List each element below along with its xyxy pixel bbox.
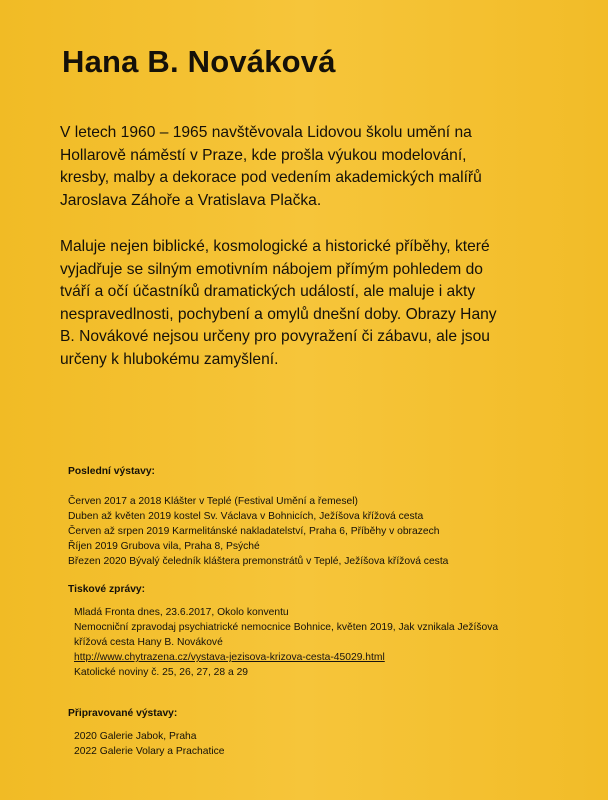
text-line: určeny k hlubokému zamyšlení. (60, 350, 279, 368)
text-line: kresby, malby a dekorace pod vedením akademických malířů (60, 169, 482, 186)
biography-paragraph (60, 122, 598, 212)
list-item: Červen 2017 a 2018 Klášter v Teplé (Festival Umění a řemesel) (68, 496, 358, 507)
press-heading: Tiskové zprávy: (68, 584, 146, 595)
text-line: vyjadřuje se silným emotivním nábojem přímým pohledem do (60, 260, 483, 278)
list-item: Březen 2020 Bývalý čeledník kláštera premonstrátů v Teplé, Ježíšova křížová cesta (68, 556, 449, 567)
list-item: 2020 Galerie Jabok, Praha (74, 731, 197, 742)
press-section (68, 582, 598, 680)
text-line: V letech 1960 – 1965 navštěvovala Lidovou školu umění na (60, 124, 472, 141)
text-line: nespravedlnosti, pochybení a omylů dnešní doby. Obrazy Hany (60, 305, 497, 323)
page-title: Hana B. Nováková (62, 44, 336, 79)
planned-exhibitions-heading: Připravované výstavy: (68, 708, 178, 719)
description-paragraph (60, 236, 598, 371)
list-item: Nemocniční zpravodaj psychiatrické nemocnice Bohnice, květen 2019, Jak vznikala Ježíšova (74, 622, 499, 633)
list-item: křížová cesta Hany B. Novákové (74, 637, 223, 648)
list-item: Říjen 2019 Grubova vila, Praha 8, Psýché (68, 541, 260, 552)
text-line: Hollarově náměstí v Praze, kde prošla výukou modelování, (60, 146, 467, 164)
list-item: 2022 Galerie Volary a Prachatice (74, 746, 225, 757)
text-line: tváří a očí účastníků dramatických událostí, ale maluje i akty (60, 283, 476, 300)
text-line: Maluje nejen biblické, kosmologické a historické příběhy, které (60, 238, 490, 255)
recent-exhibitions-heading: Poslední výstavy: (68, 466, 155, 477)
text-line: Jaroslava Záhoře a Vratislava Plačka. (60, 191, 322, 209)
list-item: Duben až květen 2019 kostel Sv. Václava v Bohnicích, Ježíšova křížová cesta (68, 511, 424, 522)
list-item: Mladá Fronta dnes, 23.6.2017, Okolo konventu (74, 607, 289, 618)
press-article-link[interactable]: http://www.chytrazena.cz/vystava-jezisova-krizova-cesta-45029.html (74, 652, 385, 663)
list-item: Katolické noviny č. 25, 26, 27, 28 a 29 (74, 667, 249, 678)
list-item: Červen až srpen 2019 Karmelitánské nakladatelství, Praha 6, Příběhy v obrazech (68, 526, 440, 537)
recent-exhibitions-section (68, 464, 598, 569)
text-line: B. Novákové nejsou určeny pro povyražení či zábavu, ale jsou (60, 328, 490, 345)
planned-exhibitions-section (68, 706, 598, 759)
